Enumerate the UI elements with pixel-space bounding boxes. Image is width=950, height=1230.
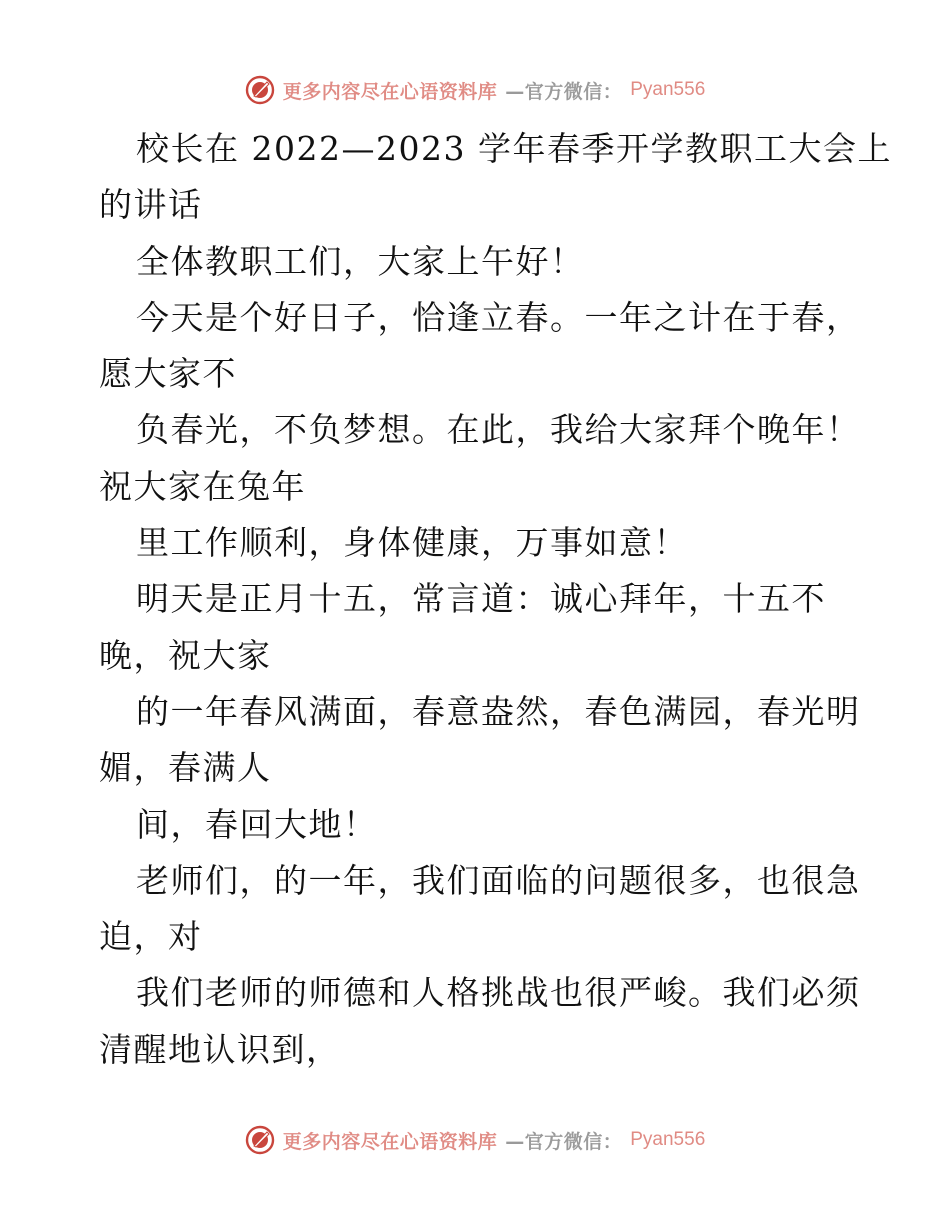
text-line: 老师们，的一年，我们面临的问题很多，也很急 (136, 860, 861, 900)
text-line: 间，春回大地！ (136, 804, 378, 844)
text-line: 媚，春满人 (99, 748, 272, 788)
quill-logo-icon (245, 75, 275, 105)
watermark-wechat-label: —官方微信： (505, 1130, 623, 1153)
document-body (99, 121, 892, 1078)
watermark-wechat-label: —官方微信： (505, 80, 623, 103)
text-line: 我们老师的师德和人格挑战也很严峻。我们必须 (136, 973, 861, 1013)
text-line: 里工作顺利，身体健康，万事如意！ (136, 523, 688, 563)
footer-watermark (0, 1122, 950, 1158)
text-line: 的讲话 (99, 185, 203, 225)
quill-logo-icon (245, 1125, 275, 1155)
watermark-site-text: 更多内容尽在心语资料库 (282, 80, 498, 103)
text-line: 负春光，不负梦想。在此，我给大家拜个晚年！ (136, 410, 861, 450)
watermark-wechat-id: Pyan556 (630, 79, 706, 100)
watermark-site-text: 更多内容尽在心语资料库 (282, 1130, 498, 1153)
text-line: 全体教职工们，大家上午好！ (136, 241, 585, 281)
text-line: 的一年春风满面，春意盎然，春色满园，春光明 (136, 691, 861, 731)
text-line: 晚，祝大家 (99, 635, 272, 675)
text-line: 迫，对 (99, 917, 203, 957)
text-line: 愿大家不 (99, 354, 237, 394)
text-line: 校长在 2022—2023 学年春季开学教职工大会上 (136, 129, 892, 168)
text-line: 今天是个好日子，恰逢立春。一年之计在于春， (136, 297, 861, 337)
watermark-wechat-id: Pyan556 (630, 1129, 706, 1150)
text-line: 清醒地认识到， (99, 1029, 341, 1069)
text-line: 明天是正月十五，常言道：诚心拜年，十五不 (136, 579, 826, 619)
text-line: 祝大家在兔年 (99, 466, 306, 506)
header-watermark (0, 72, 950, 108)
